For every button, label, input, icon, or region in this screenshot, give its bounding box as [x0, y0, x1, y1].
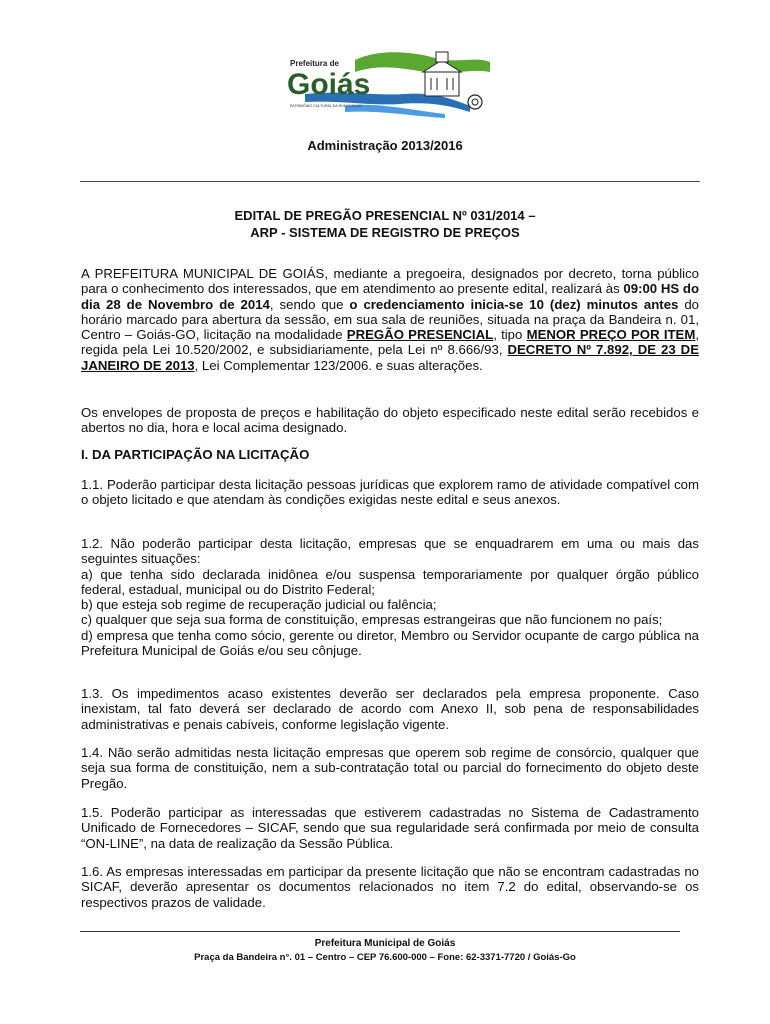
- modalidade: PREGÃO PRESENCIAL: [346, 327, 494, 343]
- logo-seal: [468, 95, 482, 109]
- footer-divider: [80, 931, 680, 932]
- clause-1-2-d: d) empresa que tenha como sócio, gerente ou diretor, Membro ou Servidor ocupante de cargo pública na Prefeitura Municipal de Goiás e/ou seu cônjuge.: [81, 627, 699, 659]
- clause-1-2: [81, 536, 699, 658]
- header-divider: [80, 181, 700, 182]
- logo-prefix: Prefeitura de: [290, 59, 339, 68]
- clause-1-2-a: a) que tenha sido declarada inidônea e/ou suspensa temporariamente por qualquer órgão público federal, estadual, municipal ou do Distrito Federal;: [81, 566, 699, 597]
- logo-hills: [355, 52, 490, 73]
- clause-1-2-b: b) que esteja sob regime de recuperação judicial ou falência;: [81, 597, 437, 613]
- clause-1-5-text: 1.5. Poderão participar as interessadas que estiverem cadastradas no Sistema de Cadastramento Unificado de Fornecedores – SICAF, sendo que sua regularidade será confirmada por meio de consulta “ON-LINE”, na data de realização da Sessão Pública.: [81, 805, 699, 851]
- clause-1-6-text: 1.6. As empresas interessadas em participar da presente licitação que não se encontram cadastradas no SICAF, deverão apresentar os documentos relacionados no item 7.2 do edital, observando-se os respectivos prazos de validade.: [81, 864, 699, 910]
- footer-address: Praça da Bandeira n°. 01 – Centro – CEP 76.600-000 – Fone: 62-3371-7720 / Goiás-Go: [194, 952, 576, 963]
- clause-1-3-text: 1.3. Os impedimentos acaso existentes deverão ser declarados pela empresa proponente. Caso inexistam, tal fato deverá ser declarado de acordo com Anexo II, sob pena de responsabilidades administrativas e penais cabíveis, conforme legislação vigente.: [81, 686, 699, 732]
- clause-1-3: [81, 686, 699, 732]
- edital-title-line1: EDITAL DE PREGÃO PRESENCIAL Nº 031/2014 –: [234, 208, 536, 223]
- tipo: MENOR PREÇO POR ITEM: [526, 327, 696, 343]
- decreto: DECRETO Nº 7.892, DE 23 DE JANEIRO DE 2013: [81, 342, 699, 373]
- envelopes-paragraph: [81, 405, 699, 436]
- credenciamento-note: o credenciamento inicia-se 10 (dez) minutos antes: [349, 296, 679, 312]
- footer-org: Prefeitura Municipal de Goiás: [314, 938, 456, 949]
- clause-1-4: [81, 745, 699, 791]
- clause-1-4-text: 1.4. Não serão admitidas nesta licitação empresas que operem sob regime de consórcio, qualquer que seja sua forma de constituição, nem a sub-contratação total ou parcial do fornecimento do objeto deste Pregão.: [81, 745, 699, 791]
- logo-name: Goiás: [287, 68, 371, 101]
- prefeitura-goias-logo: [285, 50, 490, 122]
- clause-1-1-text: 1.1. Poderão participar desta licitação pessoas jurídicas que explorem ramo de atividade compatível com o objeto licitado e que atendam às condições exigidas neste edital e seus anexos.: [81, 477, 699, 508]
- edital-title: [0, 207, 770, 241]
- clause-1-2-c: c) qualquer que seja sua forma de constituição, empresas estrangeiras que não funcionem no país;: [81, 612, 663, 628]
- clause-1-1: [81, 477, 699, 508]
- envelopes-text: Os envelopes de proposta de preços e habilitação do objeto especificado neste edital serão recebidos e abertos no dia, hora e local acima designado.: [81, 405, 699, 436]
- section-heading-participacao: I. DA PARTICIPAÇÃO NA LICITAÇÃO: [81, 447, 310, 462]
- clause-1-6: [81, 864, 699, 910]
- clause-1-2-text: 1.2. Não poderão participar desta licitação, empresas que se enquadrarem em uma ou mais das seguintes situações:: [81, 536, 699, 567]
- edital-title-line2: ARP - SISTEMA DE REGISTRO DE PREÇOS: [250, 225, 520, 240]
- session-date: 09:00 HS do dia 28 de Novembro de 2014: [81, 281, 699, 312]
- intro-text-11: , Lei Complementar 123/2006. e suas alterações.: [194, 357, 483, 373]
- intro-text-9: , regida pela Lei 10.520/2002, e subsidiariamente, pela Lei nº 8.666/93,: [81, 327, 699, 358]
- logo-tagline: PATRIMÔNIO CULTURAL DA HUMANIDADE: [290, 104, 363, 108]
- clause-1-5: [81, 805, 699, 851]
- intro-text-5: do horário marcado para abertura da sessão, em sua sala de reuniões, situada na praça da Bandeira n. 01, Centro – Goiás-GO, licitação na modalidade: [81, 296, 700, 343]
- intro-paragraph: [81, 266, 699, 373]
- intro-text-3: , sendo que: [269, 296, 350, 312]
- intro-text-1: A PREFEITURA MUNICIPAL DE GOIÁS, mediante a pregoeira, designados por decreto, torna público para o conhecimento dos interessados, que em atendimento ao presente edital, realizará às: [81, 266, 699, 297]
- intro-text-7: , tipo: [493, 327, 527, 343]
- administration-label: Administração 2013/2016: [307, 138, 463, 153]
